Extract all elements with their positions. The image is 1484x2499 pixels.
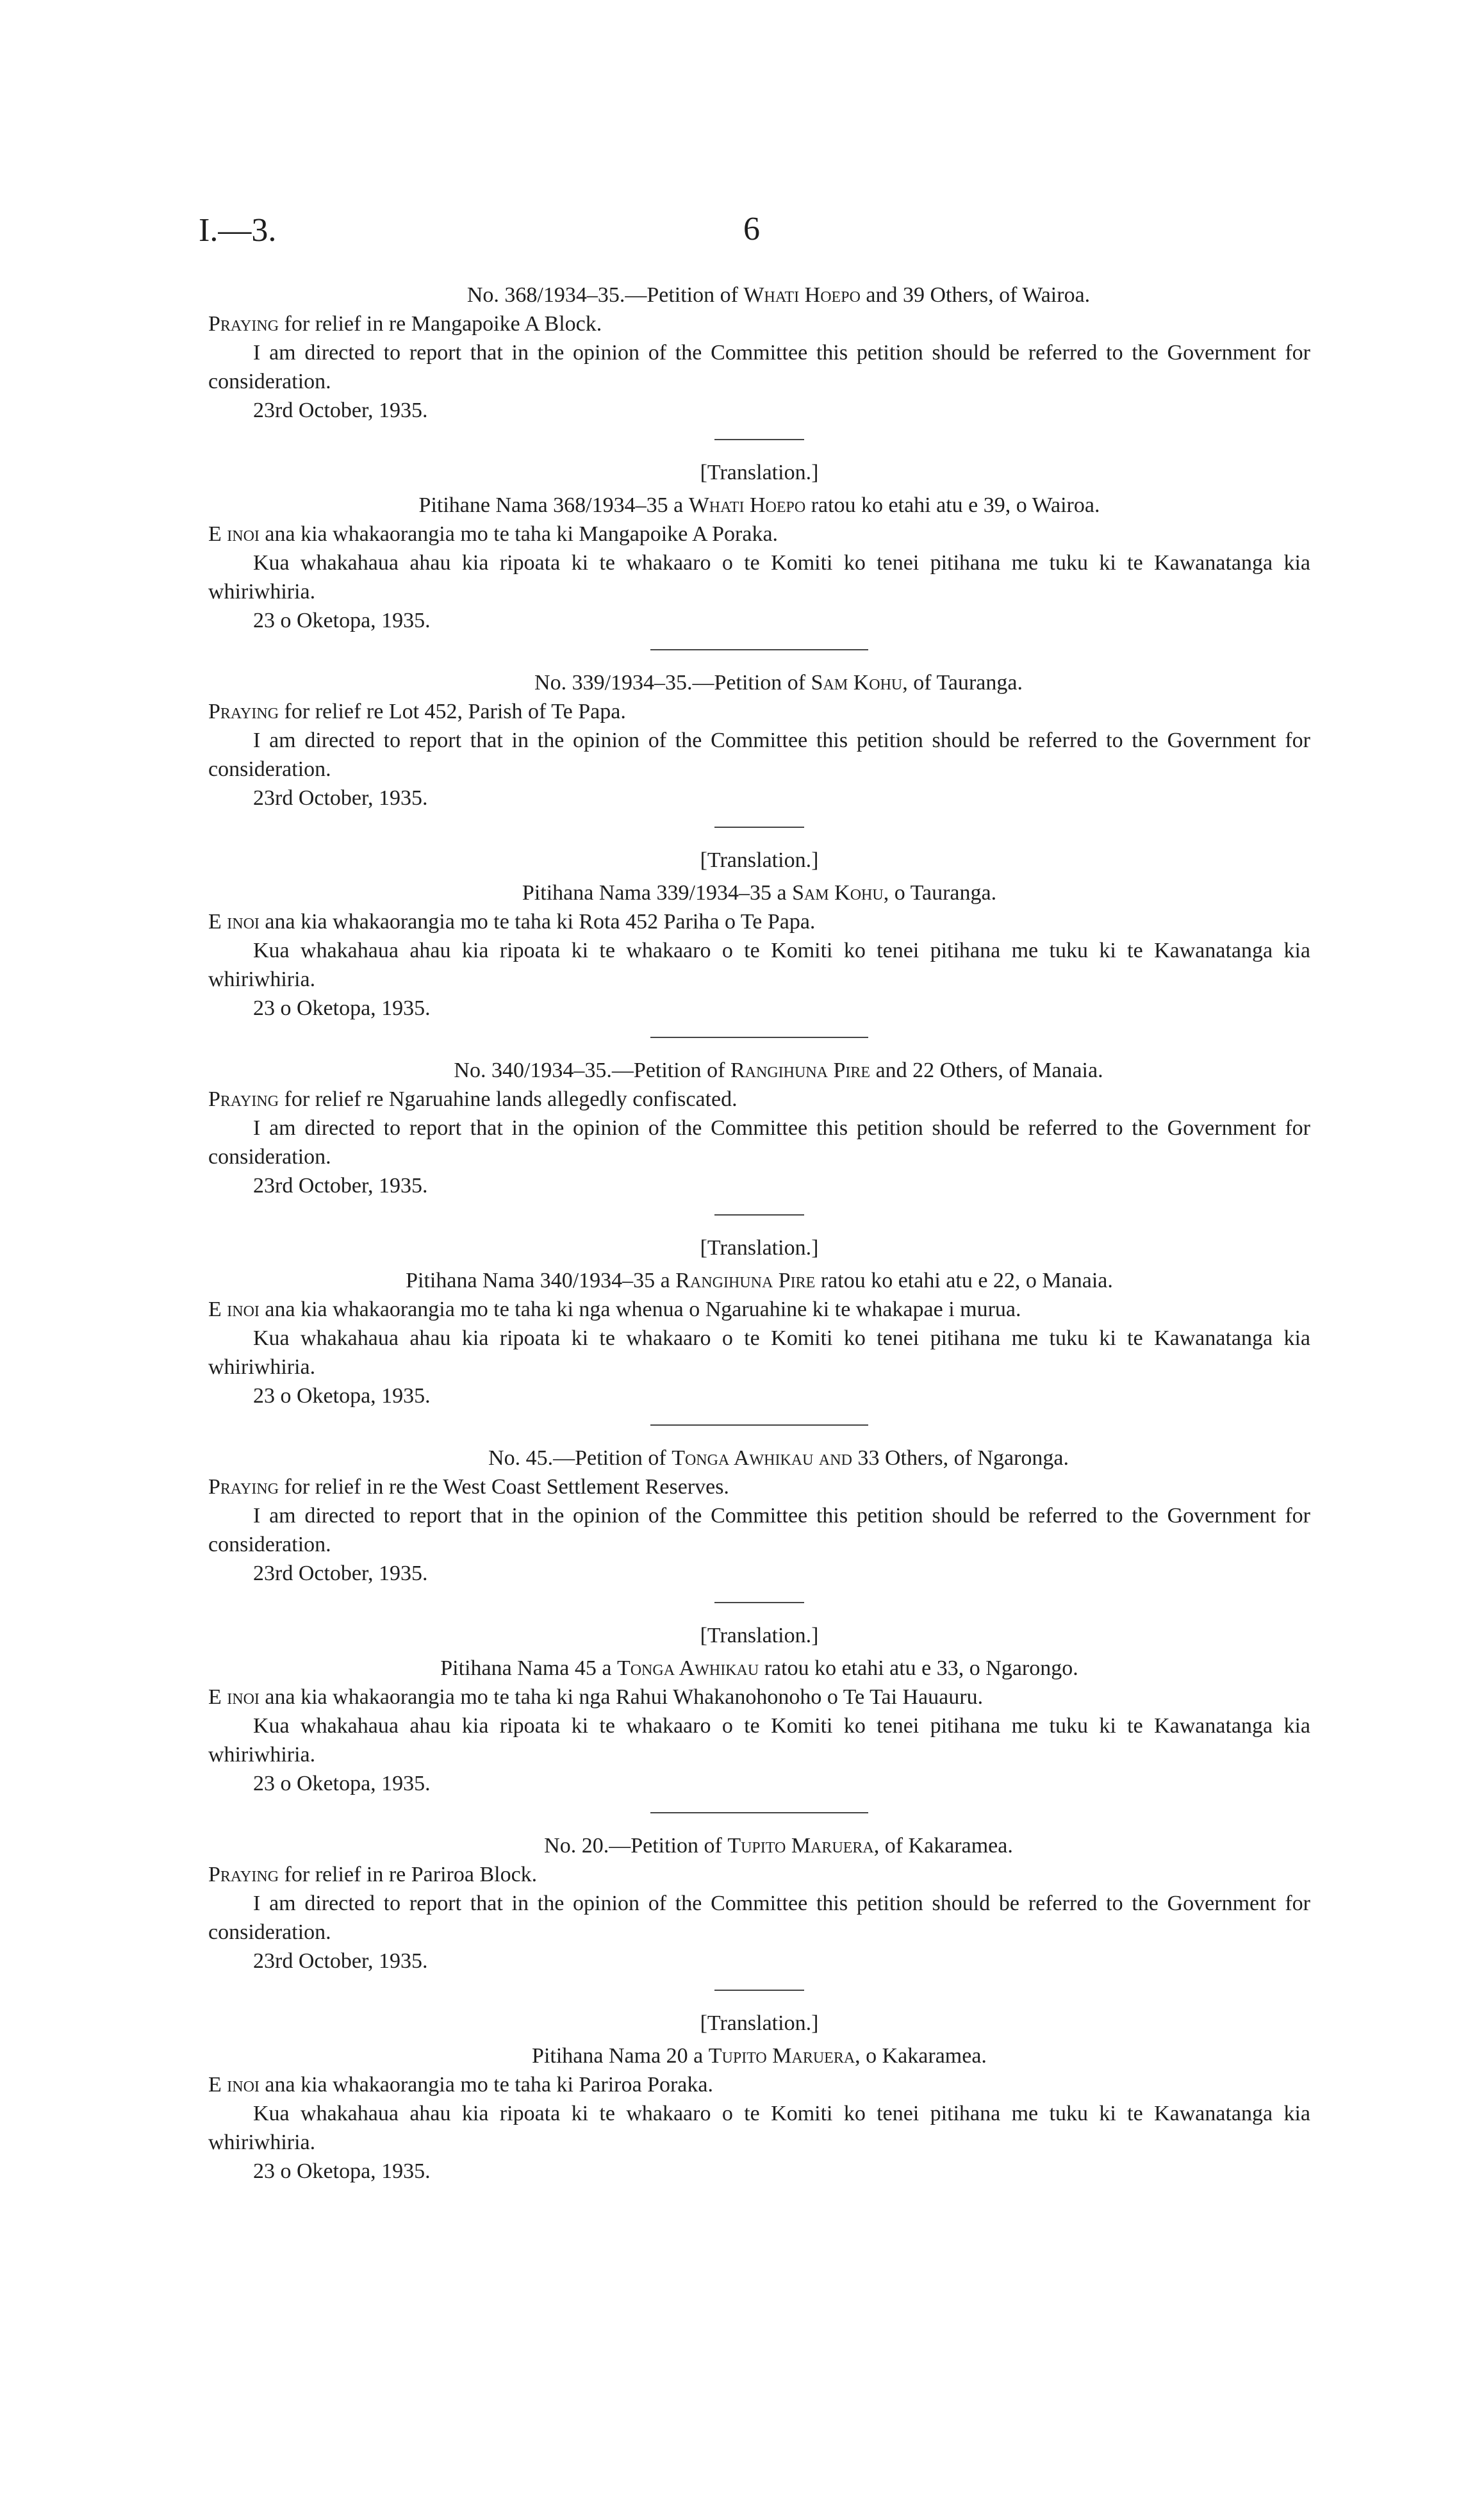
report-text: I am directed to report that in the opinion of the Committee this petition should be referred to the Government for consideration.	[208, 1504, 1310, 1556]
praying-line	[208, 309, 1310, 338]
petitioner-name: Rangihuna Pire	[730, 1059, 871, 1082]
praying-lead: Praying	[208, 700, 279, 723]
title-suffix: , of Kakaramea.	[873, 1834, 1013, 1858]
translation-label: [Translation.]	[700, 1624, 819, 1647]
report-text: I am directed to report that in the opinion of the Committee this petition should be referred to the Government for consideration.	[208, 1892, 1310, 1944]
inoi-text: ana kia whakaorangia mo te taha ki nga whenua o Ngaruahine ki te whakapae i muruа.	[259, 1298, 1021, 1321]
petition-translation	[208, 458, 1310, 635]
divider	[650, 1812, 868, 1813]
divider	[714, 439, 804, 440]
translation-title	[208, 878, 1310, 907]
report-date: 23 o Oketopa, 1935.	[253, 1384, 431, 1408]
report-text: Kua whakahaua ahau kia ripoata ki te whakaaro o te Komiti ko tenei pitihana me tuku ki te Kawanatanga kia whiriwhiria.	[208, 2102, 1310, 2154]
petition-translation	[208, 2009, 1310, 2186]
petitioner-name: Tonga Awhikau	[616, 1656, 759, 1680]
title-suffix: 33 Others, of Ngaronga.	[852, 1446, 1069, 1470]
report-date: 23 o Oketopa, 1935.	[253, 2159, 431, 2183]
petition-english	[208, 1444, 1310, 1588]
title-suffix: , of Tauranga.	[902, 671, 1023, 695]
inoi-line	[208, 907, 1310, 936]
divider	[650, 649, 868, 650]
title-suffix: , o Tauranga.	[883, 881, 997, 905]
inoi-lead: E inoi	[208, 1298, 260, 1321]
report-text: I am directed to report that in the opinion of the Committee this petition should be referred to the Government for consideration.	[208, 1116, 1310, 1169]
title-prefix: No. 340/1934–35.—Petition of	[454, 1059, 730, 1082]
praying-text: for relief in re Pariroa Block.	[279, 1863, 538, 1886]
inoi-lead: E inoi	[208, 522, 260, 546]
report-text: Kua whakahaua ahau kia ripoata ki te whakaaro o te Komiti ko tenei pitihana me tuku ki te Kawanatanga kia whiriwhiria.	[208, 1714, 1310, 1767]
petitioner-name: Tupito Maruera	[727, 1834, 874, 1858]
praying-lead: Praying	[208, 312, 279, 336]
inoi-text: ana kia whakaorangia mo te taha ki Rota 452 Pariha o Te Papa.	[259, 910, 816, 934]
translation-label: [Translation.]	[700, 1236, 819, 1260]
inoi-text: ana kia whakaorangia mo te taha ki nga Rahui Whakanohonoho o Te Tai Hauauru.	[259, 1685, 984, 1709]
divider	[714, 1602, 804, 1603]
divider	[714, 1990, 804, 1991]
praying-text: for relief in re the West Coast Settlement Reserves.	[279, 1475, 729, 1499]
translation-title	[208, 1266, 1310, 1295]
petition-translation	[208, 1621, 1310, 1798]
translation-title	[208, 491, 1310, 520]
praying-text: for relief in re Mangapoike A Block.	[279, 312, 602, 336]
report-text: Kua whakahaua ahau kia ripoata ki te whakaaro o te Komiti ko tenei pitihana me tuku ki te Kawanatanga kia whiriwhiria.	[208, 551, 1310, 604]
petition-title	[208, 1056, 1310, 1085]
report-date: 23rd October, 1935.	[253, 1949, 428, 1973]
petition-translation	[208, 1233, 1310, 1410]
praying-line	[208, 1472, 1310, 1501]
report-date: 23rd October, 1935.	[253, 399, 428, 422]
petitions-content	[208, 281, 1310, 2186]
petition-english	[208, 1056, 1310, 1200]
report-text: Kua whakahaua ahau kia ripoata ki te whakaaro o te Komiti ko tenei pitihana me tuku ki te Kawanatanga kia whiriwhiria.	[208, 939, 1310, 991]
title-suffix: , o Kakaramea.	[855, 2044, 987, 2068]
praying-line	[208, 1085, 1310, 1114]
inoi-line	[208, 1295, 1310, 1324]
petition-title	[208, 281, 1310, 309]
petitioner-name: Tupito Maruera	[708, 2044, 855, 2068]
report-date: 23rd October, 1935.	[253, 1174, 428, 1198]
divider	[714, 1214, 804, 1216]
report-text: I am directed to report that in the opinion of the Committee this petition should be referred to the Government for consideration.	[208, 729, 1310, 781]
title-suffix: ratou ko etahi atu e 33, o Ngarongo.	[759, 1656, 1078, 1680]
petition-title	[208, 1831, 1310, 1860]
praying-lead: Praying	[208, 1475, 279, 1499]
title-prefix: Pitihane Nama 368/1934–35 a	[418, 493, 689, 517]
title-prefix: No. 20.—Petition of	[544, 1834, 728, 1858]
title-prefix: No. 339/1934–35.—Petition of	[534, 671, 811, 695]
praying-text: for relief re Lot 452, Parish of Te Papa.	[279, 700, 626, 723]
petitioner-name: Tonga Awhikau and	[672, 1446, 852, 1470]
petitioner-name: Sam Kohu	[811, 671, 903, 695]
title-prefix: No. 368/1934–35.—Petition of	[466, 283, 744, 307]
petition-title	[208, 668, 1310, 697]
petitioner-name: Whati Hoepo	[688, 493, 806, 517]
inoi-line	[208, 520, 1310, 548]
petition-english	[208, 668, 1310, 812]
inoi-lead: E inoi	[208, 1685, 260, 1709]
report-text: Kua whakahaua ahau kia ripoata ki te whakaaro o te Komiti ko tenei pitihana me tuku ki te Kawanatanga kia whiriwhiria.	[208, 1326, 1310, 1379]
petition-english	[208, 1831, 1310, 1975]
petitioner-name: Sam Kohu	[792, 881, 884, 905]
inoi-text: ana kia whakaorangia mo te taha ki Mangapoike A Poraka.	[259, 522, 779, 546]
title-prefix: No. 45.—Petition of	[488, 1446, 672, 1470]
praying-lead: Praying	[208, 1087, 279, 1111]
title-suffix: and 39 Others, of Wairoa.	[860, 283, 1091, 307]
translation-title	[208, 1654, 1310, 1683]
inoi-text: ana kia whakaorangia mo te taha ki Pariroa Poraka.	[259, 2073, 713, 2097]
inoi-lead: E inoi	[208, 2073, 260, 2097]
translation-label: [Translation.]	[700, 848, 819, 872]
title-suffix: ratou ko etahi atu e 39, o Wairoa.	[805, 493, 1100, 517]
translation-label: [Translation.]	[700, 461, 819, 484]
divider	[650, 1424, 868, 1426]
report-date: 23 o Oketopa, 1935.	[253, 996, 431, 1020]
petition-translation	[208, 846, 1310, 1023]
title-prefix: Pitihana Nama 20 a	[532, 2044, 709, 2068]
divider	[714, 827, 804, 828]
inoi-lead: E inoi	[208, 910, 260, 934]
praying-text: for relief re Ngaruahine lands allegedly confiscated.	[279, 1087, 738, 1111]
page-number: 6	[743, 211, 760, 247]
inoi-line	[208, 2070, 1310, 2099]
report-date: 23rd October, 1935.	[253, 786, 428, 810]
report-text: I am directed to report that in the opinion of the Committee this petition should be referred to the Government for consideration.	[208, 341, 1310, 393]
title-suffix: ratou ko etahi atu e 22, o Manaia.	[815, 1269, 1113, 1292]
title-suffix: and 22 Others, of Manaia.	[870, 1059, 1103, 1082]
report-date: 23 o Oketopa, 1935.	[253, 1772, 431, 1795]
petition-title	[208, 1444, 1310, 1472]
translation-label: [Translation.]	[700, 2011, 819, 2035]
document-code: I.—3.	[199, 212, 277, 249]
praying-line	[208, 1860, 1310, 1889]
petitioner-name: Whati Hoepo	[743, 283, 861, 307]
divider	[650, 1037, 868, 1038]
translation-title	[208, 2041, 1310, 2070]
praying-line	[208, 697, 1310, 726]
title-prefix: Pitihana Nama 340/1934–35 a	[406, 1269, 676, 1292]
inoi-line	[208, 1683, 1310, 1711]
title-prefix: Pitihana Nama 45 a	[440, 1656, 617, 1680]
petitioner-name: Rangihuna Pire	[675, 1269, 816, 1292]
praying-lead: Praying	[208, 1863, 279, 1886]
petition-english	[208, 281, 1310, 425]
report-date: 23 o Oketopa, 1935.	[253, 609, 431, 632]
report-date: 23rd October, 1935.	[253, 1562, 428, 1585]
title-prefix: Pitihana Nama 339/1934–35 a	[522, 881, 793, 905]
